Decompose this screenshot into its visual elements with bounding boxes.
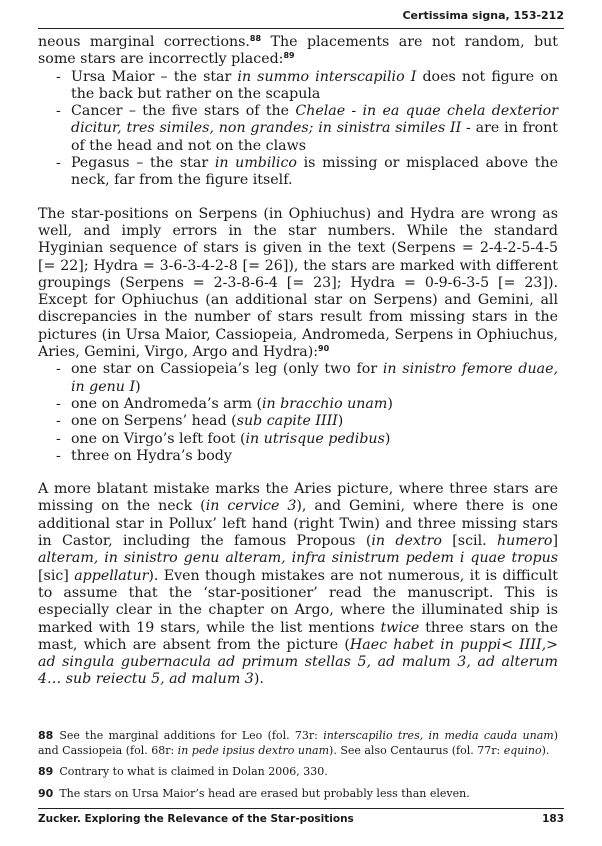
list-item: - Pegasus – the star in umbilico is missing or misplaced above the neck, far from the figure itself. [71, 155, 558, 190]
list-item: - one on Serpens’ head (sub capite IIII) [71, 413, 558, 430]
page-footer [38, 808, 564, 831]
footnote-90: 90 The stars on Ursa Maior’s head are erased but probably less than eleven. [38, 786, 470, 800]
list-item: - three on Hydra’s body [71, 448, 558, 465]
list-item: - Ursa Maior – the star in summo interscapilio I does not figure on the back but rather on the scapula [71, 69, 558, 104]
paragraph-1 [38, 34, 558, 69]
list-item: - one on Andromeda’s arm (in bracchio unam) [71, 396, 558, 413]
paragraph-text: The star-positions on Serpens (in Ophiuchus) and Hydra are wrong as well, and imply errors in the star numbers. While the standard Hyginian sequence of stars is given in the text (Serpens = 2-4-2-5-4-5 [= 22]; Hydra = 3-6-3-4-2-8 [= 26]), the stars are marked with different groupings (Serpens = 2-3-8-6-4 [= 23]; Hydra = 0-9-6-3-5 [= 23]). Except for Ophiuchus (an additional star on Serpens) and Gemini, all discrepancies in the number of stars result from missing stars in the pictures (in Ursa Maior, Cassiopeia, Andromeda, Serpens in Ophiuchus, Aries, Gemini, Virgo, Argo and Hydra): [38, 205, 558, 361]
footnotes [38, 729, 558, 808]
running-head [38, 6, 564, 29]
misplaced-stars-list [38, 69, 558, 190]
missing-stars-list [38, 361, 558, 465]
list-item: - Cancer – the five stars of the Chelae - in ea quae chela dexterior dicitur, tres similes, non grandes; in sinistra similes II - are in front of the head and not on the claws [71, 103, 558, 155]
footnote-ref-89[interactable]: 89 [283, 51, 295, 61]
footnote-ref-90[interactable]: 90 [318, 344, 330, 354]
paragraph-2 [38, 206, 558, 362]
footnote-number: 88 [38, 729, 54, 742]
footnote-89: 89 Contrary to what is claimed in Dolan 2006, 330. [38, 765, 328, 778]
paragraph-text: neous marginal corrections. [38, 34, 250, 50]
footnote-88: 88 See the marginal additions for Leo (fol. 73r: interscapilio tres, in media cauda unam) and Cassiopeia (fol. 68r: in pede ipsius dextro unam). See also Centaurus (fol. 77r: equino). [38, 729, 558, 757]
running-head-title: Certissima signa, 153-212 [402, 9, 564, 22]
page-number: 183 [542, 813, 564, 825]
footnote-number: 90 [38, 786, 54, 800]
list-item: - one on Virgo’s left foot (in utrisque pedibus) [71, 431, 558, 448]
paragraph-text: The placements are not random, but some stars are incorrectly placed: [38, 34, 558, 68]
paragraph-3: A more blatant mistake marks the Aries picture, where three stars are missing on the neck (in cervice 3), and Gemini, where there is one additional star in Pollux’ left hand (right Twin) and three missing stars in Castor, including the famous Propous (in dextro [scil. humero] alteram, in sinistro genu alteram, infra sinistrum pedem i quae tropus [sic] appellatur). Even though mistakes are not numerous, it is difficult to assume that the ‘star-positioner’ read the manuscript. This is especially clear in the chapter on Argo, where the illuminated ship is marked with 19 stars, while the list mentions twice three stars on the mast, which are absent from the picture (Haec habet in puppi< IIII,> ad singula gubernacula ad primum stellas 5, ad malum 3, ad alterum 4… sub reiectu 5, ad malum 3). [38, 481, 558, 688]
footnote-number: 89 [38, 765, 54, 778]
footer-title: Zucker. Exploring the Relevance of the Star-positions [38, 813, 354, 825]
footnote-ref-88[interactable]: 88 [249, 34, 262, 43]
list-item: - one star on Cassiopeia’s leg (only two for in sinistro femore duae, in genu I) [71, 361, 558, 396]
main-text [38, 34, 558, 689]
